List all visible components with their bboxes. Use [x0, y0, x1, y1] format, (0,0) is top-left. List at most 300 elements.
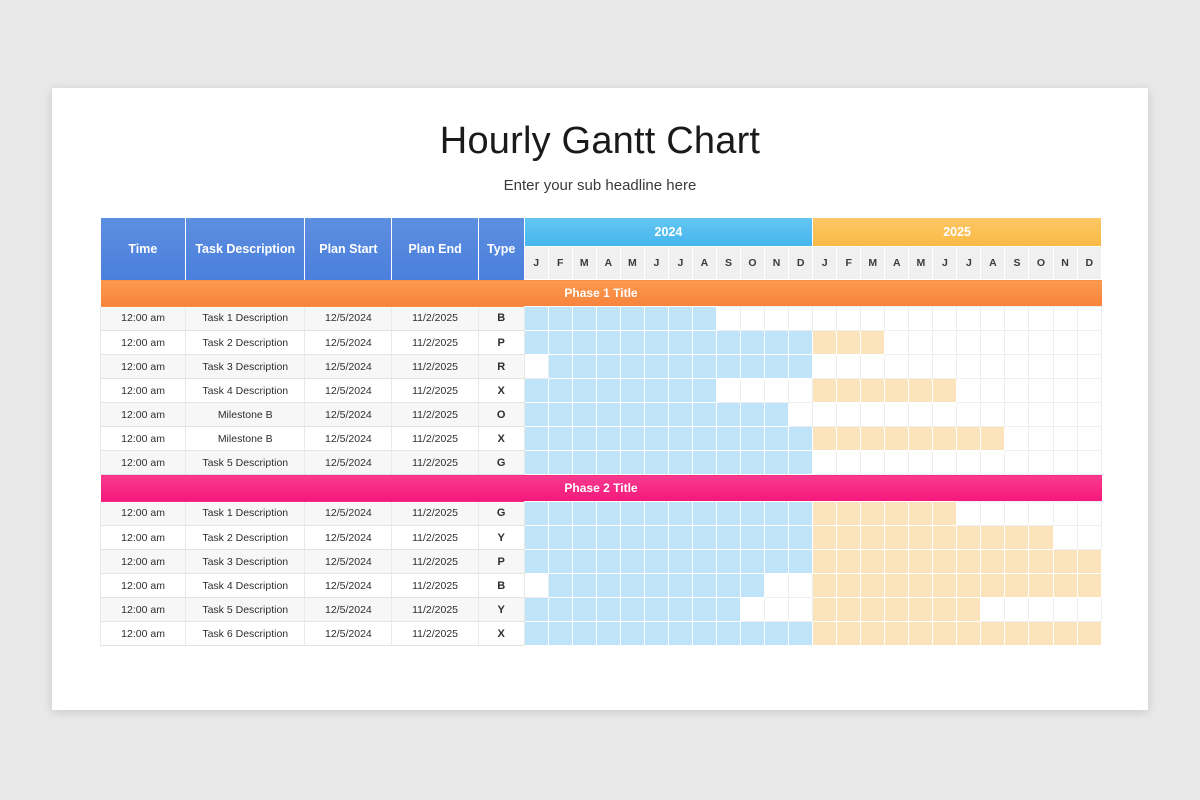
cell-time: 12:00 am	[101, 331, 186, 355]
gantt-bar-cell	[644, 502, 668, 526]
month-header-2024-11: D	[789, 247, 813, 280]
gantt-bar-cell	[740, 622, 764, 646]
gantt-bar-cell	[668, 526, 692, 550]
gantt-bar-cell	[837, 427, 861, 451]
gantt-bar-cell	[668, 355, 692, 379]
gantt-bar-cell	[765, 403, 789, 427]
gantt-bar-cell	[740, 355, 764, 379]
gantt-bar-cell	[861, 502, 885, 526]
gantt-bar-cell	[572, 550, 596, 574]
gantt-bar-cell	[909, 574, 933, 598]
gantt-bar-cell	[789, 622, 813, 646]
gantt-bar-cell	[620, 403, 644, 427]
gantt-bar-cell	[572, 574, 596, 598]
gantt-bar-cell	[957, 427, 981, 451]
gantt-bar-cell	[524, 307, 548, 331]
month-header-2025-6: J	[957, 247, 981, 280]
cell-time: 12:00 am	[101, 379, 186, 403]
gantt-bar-cell	[596, 427, 620, 451]
gantt-bar-cell	[524, 331, 548, 355]
gantt-bar-cell	[789, 502, 813, 526]
cell-time: 12:00 am	[101, 526, 186, 550]
cell-plan-end: 11/2/2025	[392, 526, 478, 550]
gantt-bar-cell	[933, 574, 957, 598]
gantt-bar-cell	[572, 427, 596, 451]
gantt-bar-cell	[789, 526, 813, 550]
gantt-bar-cell	[716, 574, 740, 598]
gantt-empty-cell	[765, 598, 789, 622]
gantt-bar-cell	[524, 622, 548, 646]
cell-plan-start: 12/5/2024	[305, 307, 392, 331]
gantt-empty-cell	[1053, 403, 1077, 427]
cell-plan-end: 11/2/2025	[392, 427, 478, 451]
cell-plan-start: 12/5/2024	[305, 622, 392, 646]
gantt-empty-cell	[813, 403, 837, 427]
gantt-bar-cell	[765, 355, 789, 379]
gantt-empty-cell	[813, 451, 837, 475]
gantt-empty-cell	[789, 574, 813, 598]
cell-task-description: Task 1 Description	[186, 307, 305, 331]
gantt-empty-cell	[1029, 403, 1053, 427]
gantt-empty-cell	[981, 598, 1005, 622]
gantt-bar-cell	[909, 550, 933, 574]
gantt-empty-cell	[1029, 598, 1053, 622]
gantt-bar-cell	[620, 307, 644, 331]
cell-time: 12:00 am	[101, 550, 186, 574]
gantt-bar-cell	[668, 403, 692, 427]
gantt-bar-cell	[572, 502, 596, 526]
gantt-bar-cell	[620, 502, 644, 526]
gantt-empty-cell	[933, 403, 957, 427]
month-header-2024-10: N	[765, 247, 789, 280]
gantt-bar-cell	[861, 550, 885, 574]
gantt-bar-cell	[716, 451, 740, 475]
gantt-bar-cell	[620, 427, 644, 451]
gantt-bar-cell	[813, 598, 837, 622]
gantt-bar-cell	[548, 307, 572, 331]
table-row[interactable]	[101, 403, 1102, 427]
column-header-plan-start[interactable]: Plan Start	[305, 218, 392, 280]
cell-type: G	[478, 502, 524, 526]
gantt-bar-cell	[644, 331, 668, 355]
cell-task-description: Task 6 Description	[186, 622, 305, 646]
month-header-2025-10: N	[1053, 247, 1077, 280]
gantt-bar-cell	[644, 307, 668, 331]
gantt-bar-cell	[957, 550, 981, 574]
column-header-plan-end[interactable]: Plan End	[392, 218, 478, 280]
gantt-bar-cell	[933, 550, 957, 574]
gantt-bar-cell	[740, 331, 764, 355]
month-header-2024-8: S	[716, 247, 740, 280]
month-header-2024-5: J	[644, 247, 668, 280]
table-row[interactable]	[101, 427, 1102, 451]
gantt-bar-cell	[885, 526, 909, 550]
gantt-bar-cell	[885, 622, 909, 646]
gantt-bar-cell	[765, 526, 789, 550]
gantt-bar-cell	[596, 451, 620, 475]
gantt-empty-cell	[909, 355, 933, 379]
gantt-empty-cell	[765, 379, 789, 403]
gantt-bar-cell	[1053, 574, 1077, 598]
gantt-bar-cell	[885, 598, 909, 622]
gantt-empty-cell	[1005, 598, 1029, 622]
gantt-bar-cell	[813, 550, 837, 574]
gantt-bar-cell	[596, 307, 620, 331]
gantt-bar-cell	[885, 550, 909, 574]
gantt-bar-cell	[668, 622, 692, 646]
cell-plan-start: 12/5/2024	[305, 379, 392, 403]
gantt-bar-cell	[813, 502, 837, 526]
gantt-bar-cell	[861, 379, 885, 403]
gantt-bar-cell	[1077, 574, 1101, 598]
page-title: Hourly Gantt Chart	[439, 120, 761, 162]
cell-time: 12:00 am	[101, 502, 186, 526]
gantt-bar-cell	[861, 526, 885, 550]
gantt-bar-cell	[548, 331, 572, 355]
column-header-type[interactable]: Type	[478, 218, 524, 280]
gantt-bar-cell	[861, 574, 885, 598]
gantt-bar-cell	[644, 451, 668, 475]
gantt-bar-cell	[716, 550, 740, 574]
gantt-bar-cell	[620, 526, 644, 550]
gantt-bar-cell	[548, 574, 572, 598]
gantt-empty-cell	[740, 307, 764, 331]
gantt-bar-cell	[596, 502, 620, 526]
gantt-bar-cell	[596, 403, 620, 427]
gantt-bar-cell	[596, 574, 620, 598]
gantt-bar-cell	[620, 550, 644, 574]
gantt-bar-cell	[548, 451, 572, 475]
table-row[interactable]	[101, 379, 1102, 403]
cell-plan-end: 11/2/2025	[392, 622, 478, 646]
cell-time: 12:00 am	[101, 598, 186, 622]
cell-task-description: Task 5 Description	[186, 451, 305, 475]
gantt-bar-cell	[572, 403, 596, 427]
gantt-empty-cell	[957, 355, 981, 379]
gantt-bar-cell	[765, 451, 789, 475]
month-header-2025-8: S	[1005, 247, 1029, 280]
gantt-empty-cell	[813, 307, 837, 331]
cell-type: X	[478, 379, 524, 403]
gantt-bar-cell	[620, 451, 644, 475]
gantt-bar-cell	[548, 379, 572, 403]
table-row[interactable]	[101, 526, 1102, 550]
gantt-empty-cell	[765, 574, 789, 598]
gantt-empty-cell	[957, 403, 981, 427]
month-header-2025-9: O	[1029, 247, 1053, 280]
cell-time: 12:00 am	[101, 307, 186, 331]
gantt-bar-cell	[957, 622, 981, 646]
year-header-2024: 2024	[524, 218, 813, 247]
table-row[interactable]	[101, 355, 1102, 379]
table-row[interactable]	[101, 622, 1102, 646]
gantt-bar-cell	[1005, 550, 1029, 574]
cell-time: 12:00 am	[101, 427, 186, 451]
year-header-2025: 2025	[813, 218, 1102, 247]
gantt-bar-cell	[861, 622, 885, 646]
cell-time: 12:00 am	[101, 451, 186, 475]
gantt-bar-cell	[1077, 550, 1101, 574]
gantt-bar-cell	[909, 598, 933, 622]
cell-plan-start: 12/5/2024	[305, 331, 392, 355]
column-header-task-description[interactable]: Task Description	[186, 218, 305, 280]
cell-type: R	[478, 355, 524, 379]
gantt-empty-cell	[1005, 379, 1029, 403]
month-header-2025-2: M	[861, 247, 885, 280]
gantt-bar-cell	[981, 550, 1005, 574]
gantt-empty-cell	[957, 451, 981, 475]
gantt-empty-cell	[1029, 331, 1053, 355]
month-header-2025-3: A	[885, 247, 909, 280]
gantt-bar-cell	[765, 502, 789, 526]
gantt-bar-cell	[572, 379, 596, 403]
gantt-bar-cell	[1005, 526, 1029, 550]
gantt-bar-cell	[909, 427, 933, 451]
cell-type: P	[478, 550, 524, 574]
cell-plan-start: 12/5/2024	[305, 403, 392, 427]
month-header-2024-2: M	[572, 247, 596, 280]
gantt-bar-cell	[765, 550, 789, 574]
gantt-bar-cell	[885, 379, 909, 403]
gantt-bar-cell	[692, 307, 716, 331]
cell-type: G	[478, 451, 524, 475]
gantt-empty-cell	[1005, 502, 1029, 526]
cell-task-description: Milestone B	[186, 403, 305, 427]
gantt-empty-cell	[1077, 331, 1101, 355]
gantt-bar-cell	[740, 451, 764, 475]
gantt-bar-cell	[548, 502, 572, 526]
cell-plan-end: 11/2/2025	[392, 550, 478, 574]
gantt-bar-cell	[596, 550, 620, 574]
month-header-2024-6: J	[668, 247, 692, 280]
gantt-bar-cell	[1005, 622, 1029, 646]
gantt-empty-cell	[789, 598, 813, 622]
cell-task-description: Task 1 Description	[186, 502, 305, 526]
gantt-empty-cell	[885, 331, 909, 355]
gantt-bar-cell	[1029, 574, 1053, 598]
gantt-bar-cell	[572, 307, 596, 331]
gantt-empty-cell	[1077, 502, 1101, 526]
gantt-empty-cell	[1077, 526, 1101, 550]
gantt-empty-cell	[933, 331, 957, 355]
gantt-bar-cell	[981, 574, 1005, 598]
cell-plan-end: 11/2/2025	[392, 403, 478, 427]
cell-plan-start: 12/5/2024	[305, 574, 392, 598]
cell-task-description: Task 3 Description	[186, 550, 305, 574]
gantt-bar-cell	[692, 526, 716, 550]
gantt-bar-cell	[644, 403, 668, 427]
cell-plan-start: 12/5/2024	[305, 502, 392, 526]
gantt-bar-cell	[789, 451, 813, 475]
gantt-empty-cell	[740, 379, 764, 403]
gantt-bar-cell	[524, 379, 548, 403]
gantt-bar-cell	[644, 574, 668, 598]
gantt-bar-cell	[909, 622, 933, 646]
gantt-empty-cell	[1053, 307, 1077, 331]
table-row[interactable]	[101, 574, 1102, 598]
gantt-bar-cell	[524, 427, 548, 451]
month-header-2024-9: O	[740, 247, 764, 280]
gantt-bar-cell	[837, 550, 861, 574]
month-header-2024-0: J	[524, 247, 548, 280]
gantt-empty-cell	[1005, 427, 1029, 451]
gantt-bar-cell	[572, 598, 596, 622]
gantt-bar-cell	[668, 427, 692, 451]
gantt-empty-cell	[1077, 379, 1101, 403]
gantt-bar-cell	[789, 427, 813, 451]
table-row[interactable]	[101, 502, 1102, 526]
gantt-bar-cell	[692, 379, 716, 403]
gantt-empty-cell	[1053, 355, 1077, 379]
table-row[interactable]	[101, 307, 1102, 331]
cell-task-description: Task 5 Description	[186, 598, 305, 622]
gantt-bar-cell	[765, 331, 789, 355]
cell-task-description: Task 2 Description	[186, 331, 305, 355]
gantt-bar-cell	[692, 427, 716, 451]
gantt-bar-cell	[692, 574, 716, 598]
gantt-bar-cell	[716, 427, 740, 451]
gantt-bar-cell	[933, 502, 957, 526]
gantt-empty-cell	[1005, 307, 1029, 331]
gantt-empty-cell	[1005, 403, 1029, 427]
table-row[interactable]	[101, 451, 1102, 475]
cell-task-description: Milestone B	[186, 427, 305, 451]
gantt-bar-cell	[692, 502, 716, 526]
gantt-bar-cell	[837, 574, 861, 598]
gantt-bar-cell	[1053, 622, 1077, 646]
gantt-empty-cell	[933, 355, 957, 379]
gantt-empty-cell	[1053, 451, 1077, 475]
column-header-time[interactable]: Time	[101, 218, 186, 280]
gantt-empty-cell	[837, 451, 861, 475]
gantt-empty-cell	[789, 307, 813, 331]
gantt-bar-cell	[692, 622, 716, 646]
gantt-empty-cell	[957, 379, 981, 403]
gantt-empty-cell	[981, 451, 1005, 475]
gantt-empty-cell	[1053, 502, 1077, 526]
gantt-empty-cell	[524, 574, 548, 598]
gantt-empty-cell	[1053, 427, 1077, 451]
gantt-empty-cell	[861, 451, 885, 475]
cell-type: Y	[478, 598, 524, 622]
gantt-empty-cell	[1029, 427, 1053, 451]
gantt-bar-cell	[596, 331, 620, 355]
gantt-empty-cell	[1005, 331, 1029, 355]
gantt-bar-cell	[813, 526, 837, 550]
gantt-bar-cell	[620, 379, 644, 403]
gantt-bar-cell	[668, 331, 692, 355]
cell-plan-end: 11/2/2025	[392, 451, 478, 475]
gantt-empty-cell	[957, 331, 981, 355]
gantt-empty-cell	[1029, 451, 1053, 475]
gantt-bar-cell	[837, 598, 861, 622]
gantt-bar-cell	[620, 622, 644, 646]
gantt-bar-cell	[716, 622, 740, 646]
phase-title-row: Phase 1 Title	[101, 280, 1102, 307]
gantt-empty-cell	[909, 451, 933, 475]
gantt-bar-cell	[644, 622, 668, 646]
month-header-2025-7: A	[981, 247, 1005, 280]
cell-plan-start: 12/5/2024	[305, 427, 392, 451]
gantt-bar-cell	[692, 550, 716, 574]
cell-time: 12:00 am	[101, 622, 186, 646]
gantt-bar-cell	[668, 451, 692, 475]
gantt-bar-cell	[765, 622, 789, 646]
gantt-bar-cell	[716, 403, 740, 427]
cell-plan-end: 11/2/2025	[392, 331, 478, 355]
table-row[interactable]	[101, 550, 1102, 574]
cell-plan-start: 12/5/2024	[305, 355, 392, 379]
gantt-bar-cell	[933, 622, 957, 646]
cell-plan-start: 12/5/2024	[305, 526, 392, 550]
gantt-bar-cell	[1053, 550, 1077, 574]
gantt-bar-cell	[957, 574, 981, 598]
table-row[interactable]	[101, 598, 1102, 622]
gantt-bar-cell	[596, 526, 620, 550]
gantt-bar-cell	[981, 526, 1005, 550]
gantt-bar-cell	[933, 427, 957, 451]
cell-plan-end: 11/2/2025	[392, 502, 478, 526]
page-subtitle: Enter your sub headline here	[503, 177, 697, 194]
gantt-table	[100, 218, 1102, 646]
gantt-bar-cell	[548, 427, 572, 451]
gantt-bar-cell	[572, 451, 596, 475]
cell-plan-end: 11/2/2025	[392, 307, 478, 331]
gantt-bar-cell	[668, 550, 692, 574]
gantt-bar-cell	[861, 427, 885, 451]
gantt-bar-cell	[1029, 550, 1053, 574]
gantt-empty-cell	[1077, 355, 1101, 379]
gantt-bar-cell	[716, 355, 740, 379]
gantt-bar-cell	[572, 526, 596, 550]
month-header-2024-7: A	[692, 247, 716, 280]
gantt-empty-cell	[861, 307, 885, 331]
cell-plan-start: 12/5/2024	[305, 598, 392, 622]
gantt-bar-cell	[957, 526, 981, 550]
cell-task-description: Task 4 Description	[186, 574, 305, 598]
slide-canvas	[52, 88, 1148, 710]
table-row[interactable]	[101, 331, 1102, 355]
gantt-bar-cell	[933, 598, 957, 622]
cell-plan-end: 11/2/2025	[392, 598, 478, 622]
gantt-empty-cell	[524, 355, 548, 379]
cell-type: Y	[478, 526, 524, 550]
gantt-bar-cell	[692, 451, 716, 475]
gantt-empty-cell	[981, 403, 1005, 427]
gantt-bar-cell	[548, 622, 572, 646]
gantt-empty-cell	[909, 403, 933, 427]
gantt-empty-cell	[765, 307, 789, 331]
gantt-bar-cell	[572, 355, 596, 379]
cell-task-description: Task 2 Description	[186, 526, 305, 550]
cell-plan-start: 12/5/2024	[305, 451, 392, 475]
gantt-empty-cell	[933, 451, 957, 475]
cell-type: X	[478, 427, 524, 451]
gantt-bar-cell	[668, 598, 692, 622]
gantt-empty-cell	[885, 307, 909, 331]
month-header-2025-4: M	[909, 247, 933, 280]
gantt-bar-cell	[909, 379, 933, 403]
gantt-empty-cell	[861, 403, 885, 427]
cell-time: 12:00 am	[101, 355, 186, 379]
gantt-empty-cell	[813, 355, 837, 379]
gantt-bar-cell	[1077, 622, 1101, 646]
gantt-bar-cell	[933, 526, 957, 550]
gantt-empty-cell	[1077, 427, 1101, 451]
gantt-empty-cell	[933, 307, 957, 331]
gantt-empty-cell	[861, 355, 885, 379]
gantt-empty-cell	[1029, 355, 1053, 379]
